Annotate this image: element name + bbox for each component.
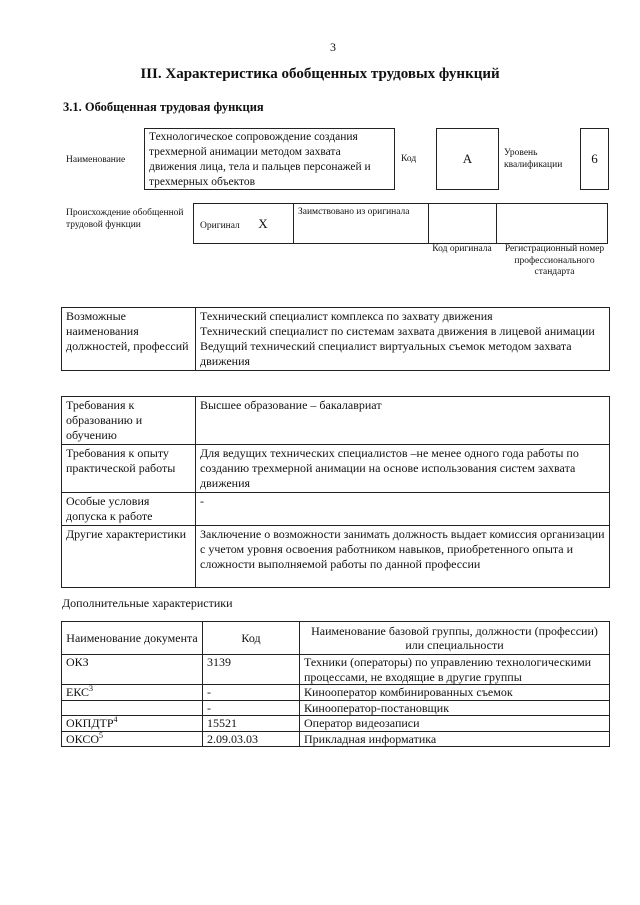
origin-table [193, 203, 608, 244]
doc-name: ЕКС [66, 685, 90, 699]
name-cell: Кинооператор-постановщик [300, 700, 610, 716]
req-label-special: Особые условия допуска к работе [62, 493, 196, 526]
reg-number-label: Регистрационный номер профессионального стандарта [504, 244, 605, 277]
level-label: Уровень квалификации [504, 148, 563, 170]
original-label: Оригинал [200, 220, 240, 231]
reg-number-cell [497, 204, 608, 244]
code-cell: 15521 [203, 716, 300, 732]
doc-name: ОКСО [66, 731, 100, 746]
position-item: Ведущий технический специалист виртуальных съемок методом захвата движения [200, 339, 572, 368]
borrowed-label: Заимствовано из оригинала [294, 204, 429, 244]
page-number: 3 [330, 40, 336, 54]
req-label-experience: Требования к опыту практической работы [62, 445, 196, 493]
doc-cell [62, 700, 203, 716]
doc-name: ОКПДТР [66, 716, 114, 730]
additional-table [61, 621, 610, 747]
req-value-other: Заключение о возможности занимать должность выдает комиссия организации с учетом уровня освоения работником навыков, приобретенного опыта и сложности выполняемой работы по данной профессии [196, 526, 610, 588]
level-value: 6 [580, 128, 609, 190]
original-mark: X [258, 215, 268, 231]
name-cell: Оператор видеозаписи [300, 716, 610, 732]
code-label: Код [401, 154, 417, 164]
col-name-header: Наименование базовой группы, должности (профессии) или специальности [300, 622, 610, 655]
requirements-table [61, 396, 610, 588]
additional-title: Дополнительные характеристики [62, 596, 233, 610]
doc-cell [62, 655, 203, 685]
footnote-ref: 3 [89, 684, 94, 693]
code-cell: - [203, 685, 300, 701]
position-item: Технический специалист комплекса по захвату движения [200, 309, 493, 323]
col-doc-header: Наименование документа [62, 622, 203, 655]
section-title: III. Характеристика обобщенных трудовых функций [140, 66, 500, 82]
code-value: A [436, 128, 499, 190]
name-cell: Техники (операторы) по управлению технологическими процессами, не входящие в другие группы [300, 655, 610, 685]
positions-label: Возможные наименования должностей, профессий [62, 308, 196, 371]
code-cell: 3139 [203, 655, 300, 685]
name-cell: Прикладная информатика [300, 731, 610, 747]
code-cell: - [203, 700, 300, 716]
col-code-header: Код [203, 622, 300, 655]
name-cell: Кинооператор комбинированных съемок [300, 685, 610, 701]
req-value-special: - [196, 493, 610, 526]
position-item: Технический специалист по системам захвата движения в лицевой анимации [200, 324, 595, 338]
doc-cell [62, 716, 203, 732]
doc-cell [62, 685, 203, 701]
doc-cell [62, 731, 203, 747]
code-cell: 2.09.03.03 [203, 731, 300, 747]
subsection-title: 3.1. Обобщенная трудовая функция [63, 100, 264, 114]
function-name: Технологическое сопровождение создания трехмерной анимации методом захвата движения лица, тела и пальцев персонажей и трехмерных объектов [144, 128, 395, 190]
footnote-ref: 4 [113, 715, 118, 724]
positions-table [61, 307, 610, 371]
name-label: Наименование [66, 155, 126, 165]
origin-original-cell [194, 204, 294, 244]
doc-name: ОКЗ [66, 655, 89, 669]
positions-list [196, 308, 610, 371]
req-label-other: Другие характеристики [62, 526, 196, 588]
req-label-education: Требования к образованию и обучению [62, 397, 196, 445]
req-value-experience: Для ведущих технических специалистов –не менее одного года работы по созданию трехмерной анимации на основе использования систем захвата движения [196, 445, 610, 493]
req-value-education: Высшее образование – бакалавриат [196, 397, 610, 445]
code-original-cell [429, 204, 497, 244]
origin-label: Происхождение обобщенной трудовой функции [66, 208, 184, 230]
footnote-ref: 5 [99, 730, 104, 740]
code-original-label: Код оригинала [432, 244, 492, 254]
